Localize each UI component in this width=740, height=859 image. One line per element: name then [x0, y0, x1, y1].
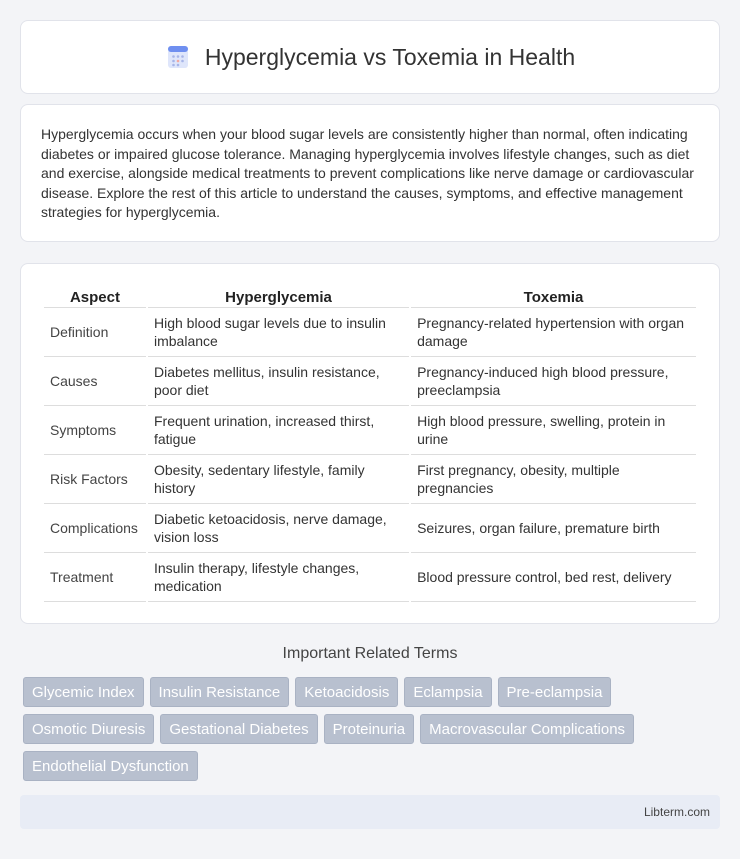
row-hyperglycemia: Diabetes mellitus, insulin resistance, poor diet: [148, 357, 409, 406]
document-icon: [165, 44, 191, 70]
row-aspect: Treatment: [44, 553, 146, 602]
header-toxemia: Toxemia: [411, 286, 696, 308]
row-hyperglycemia: Insulin therapy, lifestyle changes, medication: [148, 553, 409, 602]
table-row: [44, 406, 696, 455]
related-term-tag[interactable]: Osmotic Diuresis: [23, 714, 154, 744]
header-hyperglycemia: Hyperglycemia: [148, 286, 409, 308]
row-toxemia: First pregnancy, obesity, multiple pregnancies: [411, 455, 696, 504]
row-toxemia: Seizures, organ failure, premature birth: [411, 504, 696, 553]
related-term-tag[interactable]: Gestational Diabetes: [160, 714, 317, 744]
footer: [20, 795, 720, 829]
table-row: [44, 504, 696, 553]
row-aspect: Causes: [44, 357, 146, 406]
row-aspect: Symptoms: [44, 406, 146, 455]
row-toxemia: Pregnancy-induced high blood pressure, preeclampsia: [411, 357, 696, 406]
related-term-tag[interactable]: Endothelial Dysfunction: [23, 751, 198, 781]
table-header-row: [44, 286, 696, 308]
intro-text: Hyperglycemia occurs when your blood sugar levels are consistently higher than normal, often indicating diabetes or impaired glucose tolerance. Managing hyperglycemia involves lifestyle changes, such as diet and exercise, alongside medical treatments to prevent complications like nerve damage or cardiovascular disease. Explore the rest of this article to understand the causes, symptoms, and effective management strategies for hyperglycemia.: [41, 126, 694, 221]
row-hyperglycemia: Obesity, sedentary lifestyle, family history: [148, 455, 409, 504]
related-terms-list: [23, 677, 723, 781]
related-term-tag[interactable]: Ketoacidosis: [295, 677, 398, 707]
related-term-tag[interactable]: Pre-eclampsia: [498, 677, 612, 707]
table-row: [44, 553, 696, 602]
row-toxemia: Blood pressure control, bed rest, delivery: [411, 553, 696, 602]
table-row: [44, 357, 696, 406]
footer-site-link[interactable]: Libterm.com: [643, 805, 710, 819]
table-row: [44, 455, 696, 504]
related-term-tag[interactable]: Insulin Resistance: [150, 677, 290, 707]
related-term-tag[interactable]: Eclampsia: [404, 677, 491, 707]
header-aspect: Aspect: [44, 286, 146, 308]
row-toxemia: High blood pressure, swelling, protein in urine: [411, 406, 696, 455]
intro-card: [20, 104, 720, 242]
row-aspect: Risk Factors: [44, 455, 146, 504]
row-aspect: Definition: [44, 308, 146, 357]
comparison-table: [42, 286, 698, 602]
page-title: Hyperglycemia vs Toxemia in Health: [204, 43, 576, 70]
related-term-tag[interactable]: Glycemic Index: [23, 677, 144, 707]
page-header: [20, 20, 720, 94]
row-hyperglycemia: Diabetic ketoacidosis, nerve damage, vision loss: [148, 504, 409, 553]
related-terms-title: Important Related Terms: [282, 645, 458, 662]
related-term-tag[interactable]: Proteinuria: [324, 714, 415, 744]
related-term-tag[interactable]: Macrovascular Complications: [420, 714, 634, 744]
comparison-card: [20, 263, 720, 624]
row-aspect: Complications: [44, 504, 146, 553]
row-hyperglycemia: Frequent urination, increased thirst, fatigue: [148, 406, 409, 455]
row-toxemia: Pregnancy-related hypertension with organ damage: [411, 308, 696, 357]
row-hyperglycemia: High blood sugar levels due to insulin imbalance: [148, 308, 409, 357]
table-row: [44, 308, 696, 357]
